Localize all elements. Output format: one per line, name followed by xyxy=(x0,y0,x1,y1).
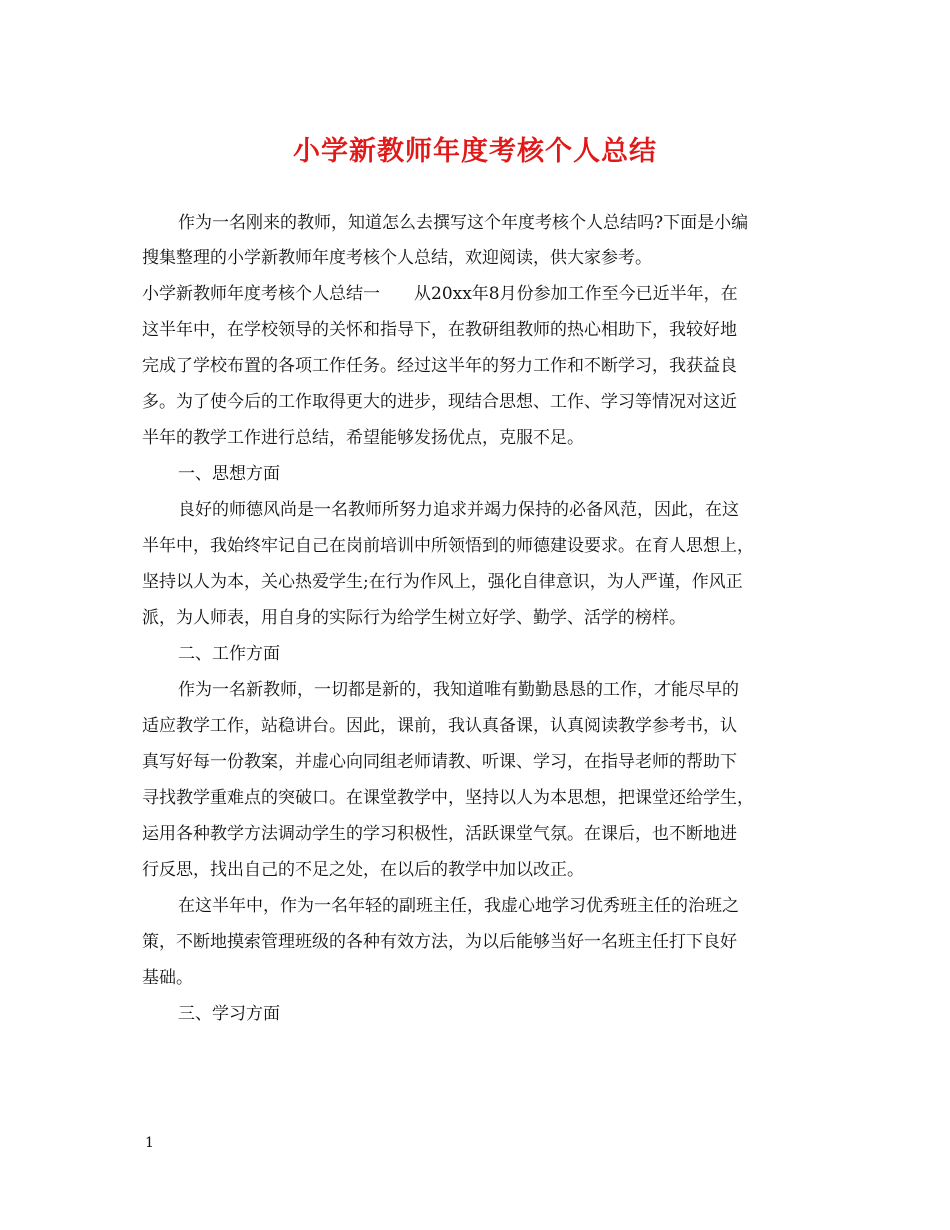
section-heading: 二、工作方面 xyxy=(178,644,280,664)
intro-line: 搜集整理的小学新教师年度考核个人总结，欢迎阅读，供大家参考。 xyxy=(142,248,652,268)
section2-line: 在这半年中，作为一名年轻的副班主任，我虚心地学习优秀班主任的治班之 xyxy=(178,896,739,916)
document-title: 小学新教师年度考核个人总结 xyxy=(293,136,657,167)
section2-line: 适应教学工作，站稳讲台。因此，课前，我认真备课，认真阅读教学参考书，认 xyxy=(142,716,737,736)
section1-line: 坚持以人为本，关心热爱学生;在行为作风上，强化自律意识，为人严谨，作风正 xyxy=(142,572,743,592)
opening-line: 完成了学校布置的各项工作任务。经过这半年的努力工作和不断学习，我获益良 xyxy=(142,356,737,376)
section-heading: 一、思想方面 xyxy=(178,464,280,484)
opening-line: 半年的教学工作进行总结，希望能够发扬优点，克服不足。 xyxy=(142,428,584,448)
section2-line: 作为一名新教师，一切都是新的，我知道唯有勤勤恳恳的工作，才能尽早的 xyxy=(178,680,739,700)
section2-line: 寻找教学重难点的突破口。在课堂教学中，坚持以人为本思想，把课堂还给学生， xyxy=(142,788,754,808)
section2-line: 真写好每一份教案，并虚心向同组老师请教、听课、学习，在指导老师的帮助下 xyxy=(142,752,737,772)
section2-line: 运用各种教学方法调动学生的学习积极性，活跃课堂气氛。在课后，也不断地进 xyxy=(142,824,737,844)
section2-line: 策，不断地摸索管理班级的各种有效方法，为以后能够当好一名班主任打下良好 xyxy=(142,932,737,952)
opening-line: 小学新教师年度考核个人总结一 从20xx年8月份参加工作至今已近半年，在 xyxy=(142,284,738,304)
opening-line: 这半年中，在学校领导的关怀和指导下，在教研组教师的热心相助下，我较好地 xyxy=(142,320,737,340)
section1-line: 良好的师德风尚是一名教师所努力追求并竭力保持的必备风范，因此，在这 xyxy=(178,500,739,520)
section-heading: 三、学习方面 xyxy=(178,1004,280,1024)
page-number: 1 xyxy=(145,1135,154,1151)
section2-line: 基础。 xyxy=(142,968,193,988)
section1-line: 半年中，我始终牢记自己在岗前培训中所领悟到的师德建设要求。在育人思想上， xyxy=(142,536,754,556)
intro-line: 作为一名刚来的教师，知道怎么去撰写这个年度考核个人总结吗?下面是小编 xyxy=(178,213,749,233)
section2-line: 行反思，找出自己的不足之处，在以后的教学中加以改正。 xyxy=(142,860,584,880)
section1-line: 派，为人师表，用自身的实际行为给学生树立好学、勤学、活学的榜样。 xyxy=(142,608,686,628)
opening-line: 多。为了使今后的工作取得更大的进步，现结合思想、工作、学习等情况对这近 xyxy=(142,392,737,412)
